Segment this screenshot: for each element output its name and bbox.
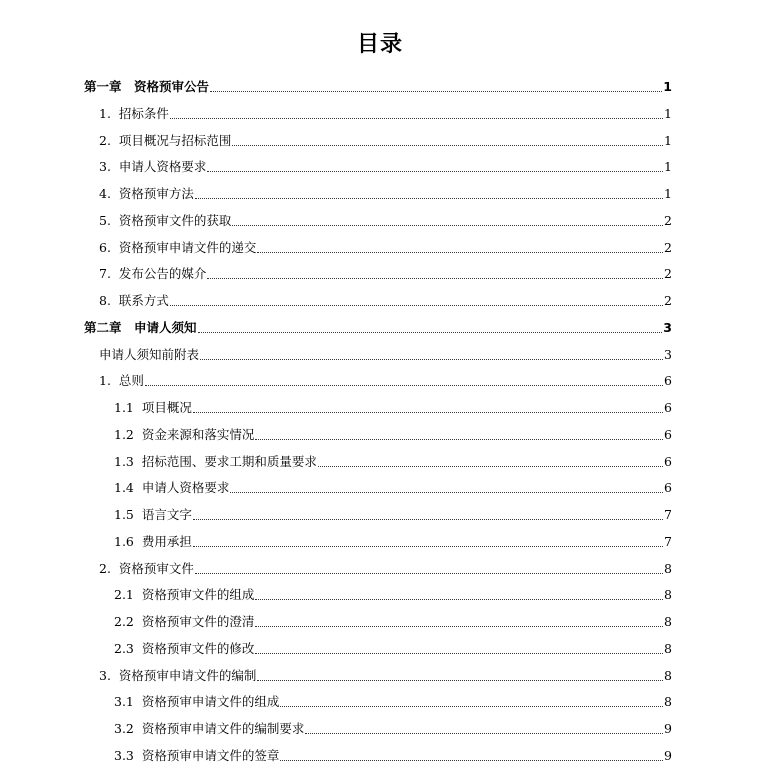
toc-entry[interactable] [114, 450, 672, 470]
toc-dot-leader [232, 145, 663, 146]
toc-chapter-entry[interactable] [84, 316, 672, 336]
toc-entry[interactable] [99, 182, 672, 202]
toc-entry[interactable] [114, 423, 672, 443]
toc-entry-text: 联系方式 [118, 293, 169, 308]
toc-page-number: 1 [664, 132, 672, 148]
toc-entry[interactable] [114, 610, 672, 630]
toc-entry-text: 资金来源和落实情况 [141, 426, 255, 442]
toc-entry-text: 资格预审申请文件的组成 [141, 694, 280, 710]
toc-entry-number: 3.1 [114, 694, 142, 710]
toc-entry[interactable] [99, 129, 672, 149]
toc-page-number: 6 [664, 480, 672, 496]
toc-dot-leader [193, 519, 663, 520]
toc-entry-text: 资格预审文件的组成 [141, 587, 255, 603]
toc-page-number: 6 [664, 373, 672, 389]
toc-entry[interactable] [114, 690, 672, 710]
toc-dot-leader [230, 492, 663, 493]
toc-entry[interactable] [99, 369, 672, 389]
toc-entry-number: 2.3 [114, 640, 142, 656]
toc-entry-number: 2. [99, 560, 119, 576]
toc-dot-leader [255, 439, 663, 440]
toc-entry-number: 8. [99, 293, 119, 308]
toc-page-number: 2 [664, 239, 672, 255]
toc-entry-number: 4. [99, 186, 119, 201]
toc-entry-text: 总则 [118, 373, 144, 389]
toc-entry[interactable] [99, 155, 672, 175]
toc-entry-number: 1. [99, 373, 119, 389]
toc-entry-number: 6. [99, 239, 119, 255]
toc-entry-text: 申请人资格要求 [118, 159, 207, 175]
toc-page-number: 3 [664, 346, 672, 362]
toc-dot-leader [195, 573, 663, 574]
toc-entry-number: 1.3 [114, 453, 142, 469]
toc-entry-number: 3.2 [114, 721, 142, 736]
toc-entry-number: 第二章 [84, 319, 135, 335]
toc-dot-leader [280, 706, 663, 707]
toc-page-number: 8 [664, 560, 672, 576]
toc-dot-leader [145, 385, 663, 386]
toc-entry-text: 资格预审申请文件的递交 [118, 239, 257, 255]
toc-title: 目录 [356, 32, 403, 57]
toc-page-number: 8 [664, 587, 672, 603]
toc-entry[interactable] [99, 343, 672, 363]
toc-entry[interactable] [114, 637, 672, 657]
toc-page-number: 8 [664, 640, 672, 656]
toc-entry-text: 资格预审文件的获取 [118, 212, 232, 228]
toc-entry-number: 3. [99, 159, 119, 175]
toc-entry[interactable] [99, 236, 672, 256]
toc-entry-number: 2.1 [114, 587, 142, 603]
toc-page-number: 8 [664, 667, 672, 683]
toc-dot-leader [255, 599, 663, 600]
toc-entry-number: 7. [99, 266, 119, 282]
toc-page-number: 1 [664, 186, 672, 201]
toc-entry-text: 费用承担 [141, 533, 192, 549]
toc-dot-leader [195, 198, 663, 199]
toc-entry-text: 申请人须知前附表 [99, 346, 200, 362]
toc-entry-text: 语言文字 [141, 507, 192, 522]
toc-entry-number: 1.2 [114, 426, 142, 442]
toc-dot-leader [170, 118, 663, 119]
toc-page-number: 1 [664, 159, 672, 175]
toc-entry-number: 1.5 [114, 507, 142, 522]
toc-page-number: 2 [664, 266, 672, 282]
toc-entry-text: 招标范围、要求工期和质量要求 [141, 453, 317, 469]
toc-entry[interactable] [114, 583, 672, 603]
toc-entry-text: 资格预审方法 [118, 186, 194, 201]
toc-entry-number: 5. [99, 212, 119, 228]
toc-dot-leader [207, 278, 663, 279]
toc-entry-text: 项目概况与招标范围 [118, 132, 232, 148]
toc-dot-leader [318, 466, 663, 467]
toc-entry-number: 1. [99, 105, 119, 121]
toc-entry-text: 项目概况 [141, 400, 192, 415]
toc-entry[interactable] [114, 503, 672, 523]
toc-dot-leader [255, 653, 663, 654]
toc-entry-text: 资格预审申请文件的编制要求 [141, 721, 305, 736]
toc-entry[interactable] [114, 744, 672, 764]
toc-dot-leader [257, 680, 663, 681]
toc-page-number: 2 [664, 212, 672, 228]
toc-entry[interactable] [99, 664, 672, 684]
toc-chapter-entry[interactable] [84, 75, 672, 95]
toc-entry[interactable] [99, 209, 672, 229]
toc-entry-number: 2. [99, 132, 119, 148]
toc-dot-leader [210, 91, 662, 92]
toc-entry-text: 申请人资格要求 [141, 480, 230, 496]
toc-entry-text: 资格预审申请文件的编制 [118, 667, 257, 683]
toc-dot-leader [280, 760, 663, 761]
toc-page-number: 2 [664, 293, 672, 308]
toc-entry-text: 资格预审公告 [134, 79, 210, 94]
toc-dot-leader [255, 626, 663, 627]
toc-dot-leader [193, 412, 663, 413]
toc-entry-text: 发布公告的媒介 [118, 266, 207, 282]
toc-dot-leader [198, 332, 663, 333]
toc-entry-text: 资格预审文件的修改 [141, 640, 255, 656]
toc-page-number: 7 [664, 507, 672, 522]
toc-entry-text: 资格预审文件 [118, 560, 194, 576]
toc-entry[interactable] [99, 557, 672, 577]
toc-dot-leader [200, 359, 663, 360]
toc-entry[interactable] [114, 717, 672, 737]
toc-entry-number: 1.6 [114, 533, 142, 549]
toc-page-number: 1 [663, 79, 672, 94]
toc-dot-leader [305, 733, 663, 734]
toc-page-number: 9 [664, 721, 672, 736]
toc-page-number: 3 [663, 319, 672, 335]
toc-page-number: 1 [664, 105, 672, 121]
toc-entry[interactable] [114, 530, 672, 550]
toc-dot-leader [207, 171, 663, 172]
toc-dot-leader [170, 305, 663, 306]
toc-entry[interactable] [114, 396, 672, 416]
toc-entry[interactable] [99, 102, 672, 122]
toc-entry-number: 第一章 [84, 79, 135, 94]
toc-page-number: 6 [664, 400, 672, 415]
toc-page-number: 6 [664, 426, 672, 442]
toc-entry-number: 1.1 [114, 400, 142, 415]
toc-entry-number: 3. [99, 667, 119, 683]
toc-entry[interactable] [114, 476, 672, 496]
toc-dot-leader [193, 546, 663, 547]
toc-entry-text: 资格预审文件的澄清 [141, 614, 255, 629]
toc-entry[interactable] [99, 289, 672, 309]
toc-entry[interactable] [99, 262, 672, 282]
toc-page-number: 8 [664, 694, 672, 710]
toc-entry-text: 申请人须知 [134, 319, 197, 335]
toc-dot-leader [232, 225, 663, 226]
toc-page-number: 6 [664, 453, 672, 469]
toc-page-number: 7 [664, 533, 672, 549]
toc-page-number: 8 [664, 614, 672, 629]
toc-entry-number: 1.4 [114, 480, 142, 496]
toc-dot-leader [257, 252, 663, 253]
toc-entry-text: 招标条件 [118, 105, 169, 121]
toc-entry-text: 资格预审申请文件的签章 [141, 747, 280, 763]
toc-entry-number: 3.3 [114, 747, 142, 763]
toc-page-number: 9 [664, 747, 672, 763]
toc-entry-number: 2.2 [114, 614, 142, 629]
